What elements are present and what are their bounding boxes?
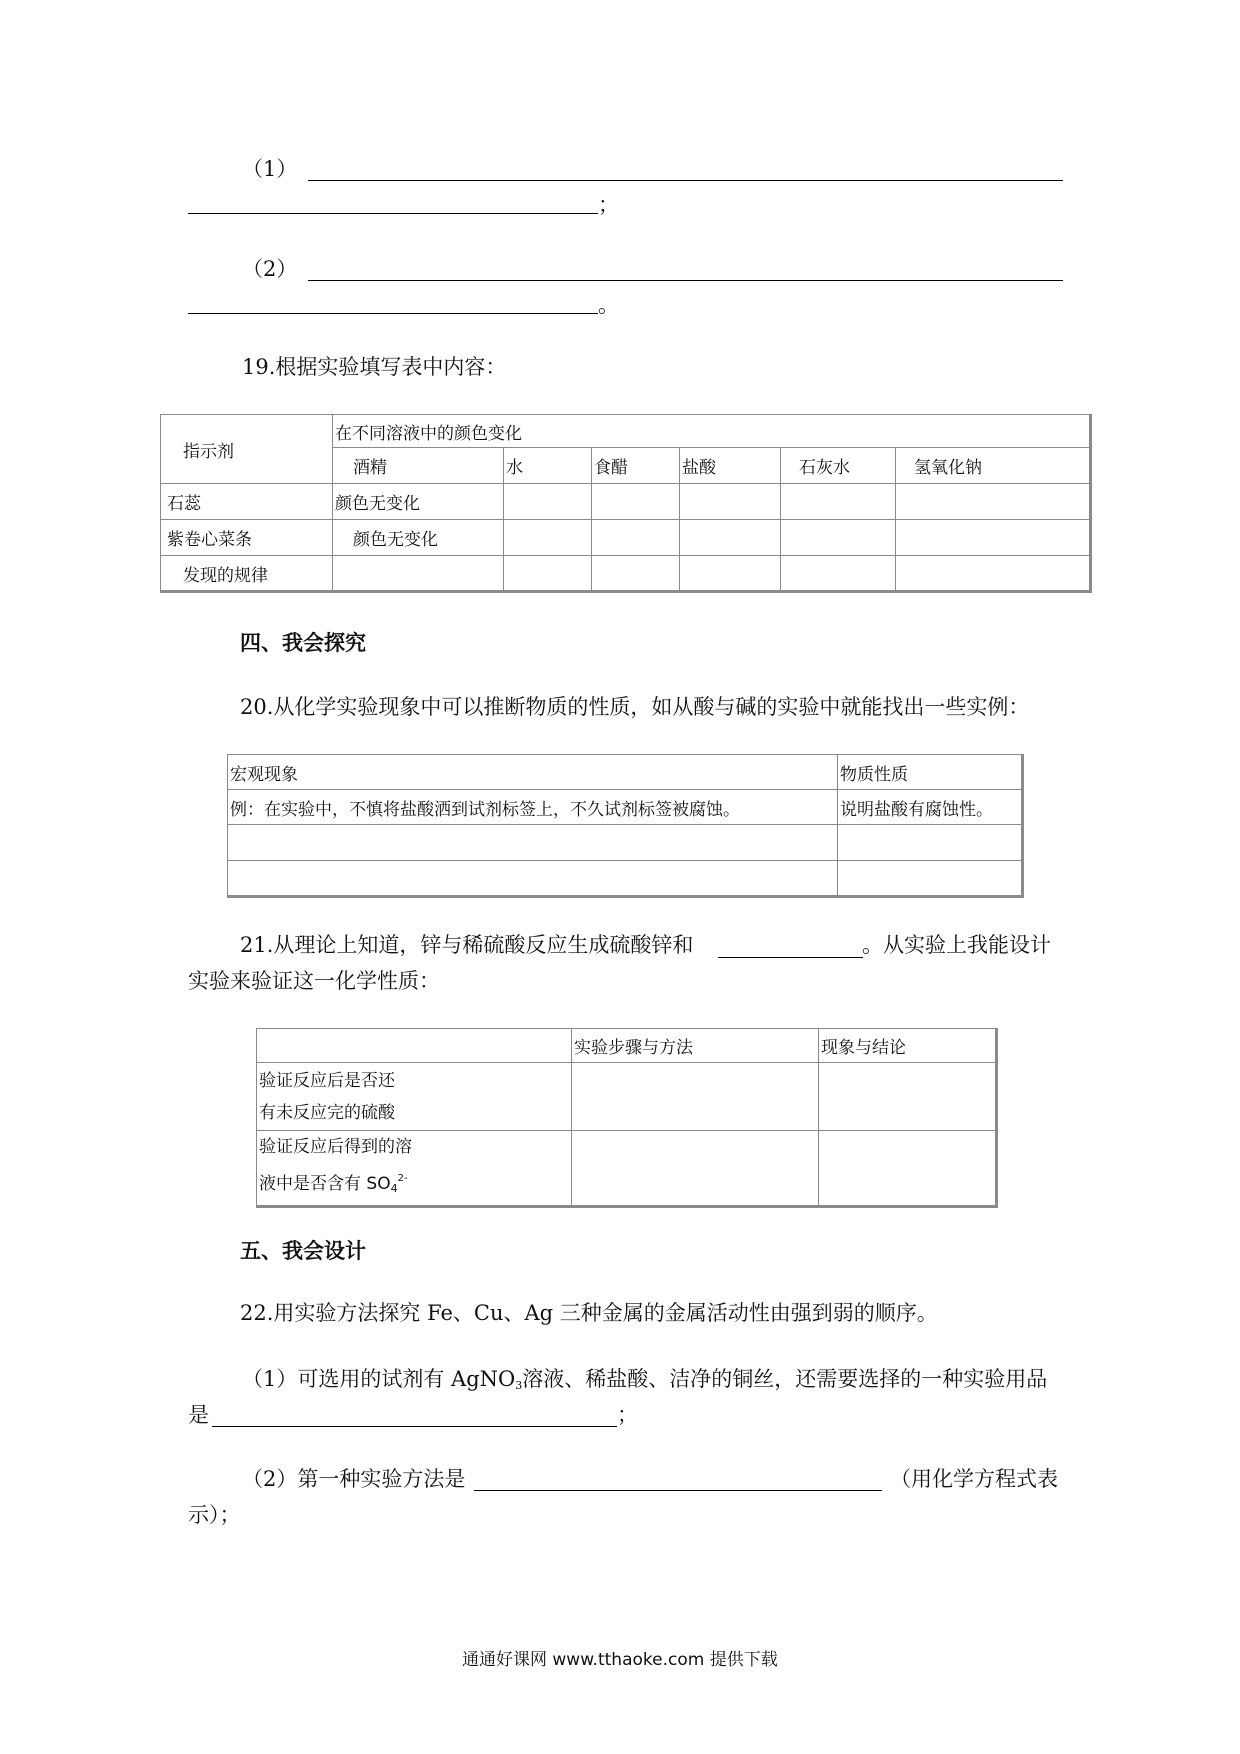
blank-1-label: （1）	[242, 157, 298, 181]
table-cell[interactable]	[333, 556, 504, 592]
solution-header: 食醋	[592, 448, 680, 484]
row-label	[257, 1063, 572, 1131]
solution-header: 石灰水	[781, 448, 896, 484]
question-19-prompt: 19.根据实验填写表中内容：	[242, 355, 507, 379]
table-cell[interactable]	[592, 484, 680, 520]
solution-header: 酒精	[333, 448, 504, 484]
table-cell[interactable]	[592, 556, 680, 592]
part1-line2-start: 是	[188, 1403, 209, 1427]
question-22-part2-line2: 示）；	[188, 1503, 241, 1527]
table-cell[interactable]	[819, 1131, 997, 1207]
column-header: 实验步骤与方法	[572, 1029, 819, 1063]
table-cell[interactable]	[896, 484, 1091, 520]
answer-line[interactable]	[188, 213, 598, 214]
table-cell[interactable]	[504, 520, 592, 556]
table-cell[interactable]	[680, 484, 781, 520]
section-title: 四、我会探究	[240, 630, 366, 655]
column-header: 现象与结论	[819, 1029, 997, 1063]
part1-text-cont: 溶液、稀盐酸、洁净的铜丝，还需要选择的一种实验用品	[522, 1367, 1048, 1391]
answer-line[interactable]	[308, 180, 1063, 181]
table-cell[interactable]	[781, 484, 896, 520]
question-22-part2: （2）第一种实验方法是	[242, 1467, 466, 1491]
experiment-design-table	[256, 1028, 998, 1208]
phenomenon-table	[227, 754, 1024, 898]
example-cell: 例：在实验中，不慎将盐酸洒到试剂标签上，不久试剂标签被腐蚀。	[228, 790, 838, 825]
table-cell[interactable]	[504, 484, 592, 520]
table-cell[interactable]	[572, 1131, 819, 1207]
question-22-prompt: 22.用实验方法探究 Fe、Cu、Ag 三种金属的金属活动性由强到弱的顺序。	[240, 1301, 938, 1325]
punctuation: ；	[598, 193, 619, 217]
part1-text: （1）可选用的试剂有 AgNO	[242, 1367, 516, 1391]
table-cell[interactable]	[680, 520, 781, 556]
column-header: 宏观现象	[228, 755, 838, 790]
table-cell[interactable]	[896, 556, 1091, 592]
column-header: 物质性质	[838, 755, 1023, 790]
solution-header: 水	[504, 448, 592, 484]
table-cell[interactable]	[838, 825, 1023, 861]
answer-line[interactable]	[474, 1490, 882, 1491]
row-label-line: 验证反应后是否还	[259, 1070, 395, 1091]
table-cell[interactable]	[228, 825, 838, 861]
superscript: 2-	[397, 1173, 408, 1184]
subscript: 4	[390, 1182, 398, 1195]
section-title: 五、我会设计	[240, 1238, 366, 1263]
row-label-line: 有未反应完的硫酸	[259, 1102, 395, 1123]
table-cell[interactable]	[228, 861, 838, 897]
row-label	[257, 1131, 572, 1207]
question-20-prompt: 20.从化学实验现象中可以推断物质的性质，如从酸与碱的实验中就能找出一些实例：	[240, 695, 1030, 719]
example-cell: 说明盐酸有腐蚀性。	[838, 790, 1023, 825]
row-label: 紫卷心菜条	[161, 520, 333, 556]
solution-header: 氢氧化钠	[896, 448, 1091, 484]
indicator-table	[160, 414, 1092, 593]
answer-line[interactable]	[188, 313, 598, 314]
blank-2-label: （2）	[242, 257, 298, 281]
table-cell[interactable]	[896, 520, 1091, 556]
table-cell: 颜色无变化	[333, 520, 504, 556]
row-label: 发现的规律	[161, 556, 333, 592]
table-cell[interactable]	[504, 556, 592, 592]
answer-line[interactable]	[718, 957, 863, 958]
question-22-part1	[242, 1364, 1047, 1401]
subscript: 3	[515, 1379, 523, 1392]
table-cell[interactable]	[838, 861, 1023, 897]
punctuation: 。	[598, 293, 619, 317]
table-cell[interactable]	[781, 556, 896, 592]
indicator-header: 指示剂	[161, 415, 333, 484]
question-21-prompt-cont: 。从实验上我能设计	[862, 933, 1051, 957]
footer-text: 通通好课网 www.tthaoke.com 提供下载	[462, 1650, 778, 1670]
answer-line[interactable]	[212, 1426, 617, 1427]
question-21-prompt: 21.从理论上知道，锌与稀硫酸反应生成硫酸锌和	[240, 933, 694, 957]
row-label-line	[259, 1163, 571, 1205]
solution-header: 盐酸	[680, 448, 781, 484]
table-cell[interactable]	[680, 556, 781, 592]
table-cell[interactable]	[572, 1063, 819, 1131]
table-cell: 颜色无变化	[333, 484, 504, 520]
table-cell[interactable]	[819, 1063, 997, 1131]
question-21-prompt-line2: 实验来验证这一化学性质：	[188, 969, 440, 993]
row-label: 石蕊	[161, 484, 333, 520]
question-22-part2-cont: （用化学方程式表	[890, 1467, 1058, 1491]
table-cell	[257, 1029, 572, 1063]
punctuation: ；	[617, 1403, 638, 1427]
row-label-line: 验证反应后得到的溶	[259, 1137, 412, 1157]
formula-text: 液中是否含有 SO	[259, 1174, 391, 1194]
color-change-header: 在不同溶液中的颜色变化	[333, 415, 1091, 448]
answer-line[interactable]	[308, 280, 1063, 281]
table-cell[interactable]	[592, 520, 680, 556]
table-cell[interactable]	[781, 520, 896, 556]
